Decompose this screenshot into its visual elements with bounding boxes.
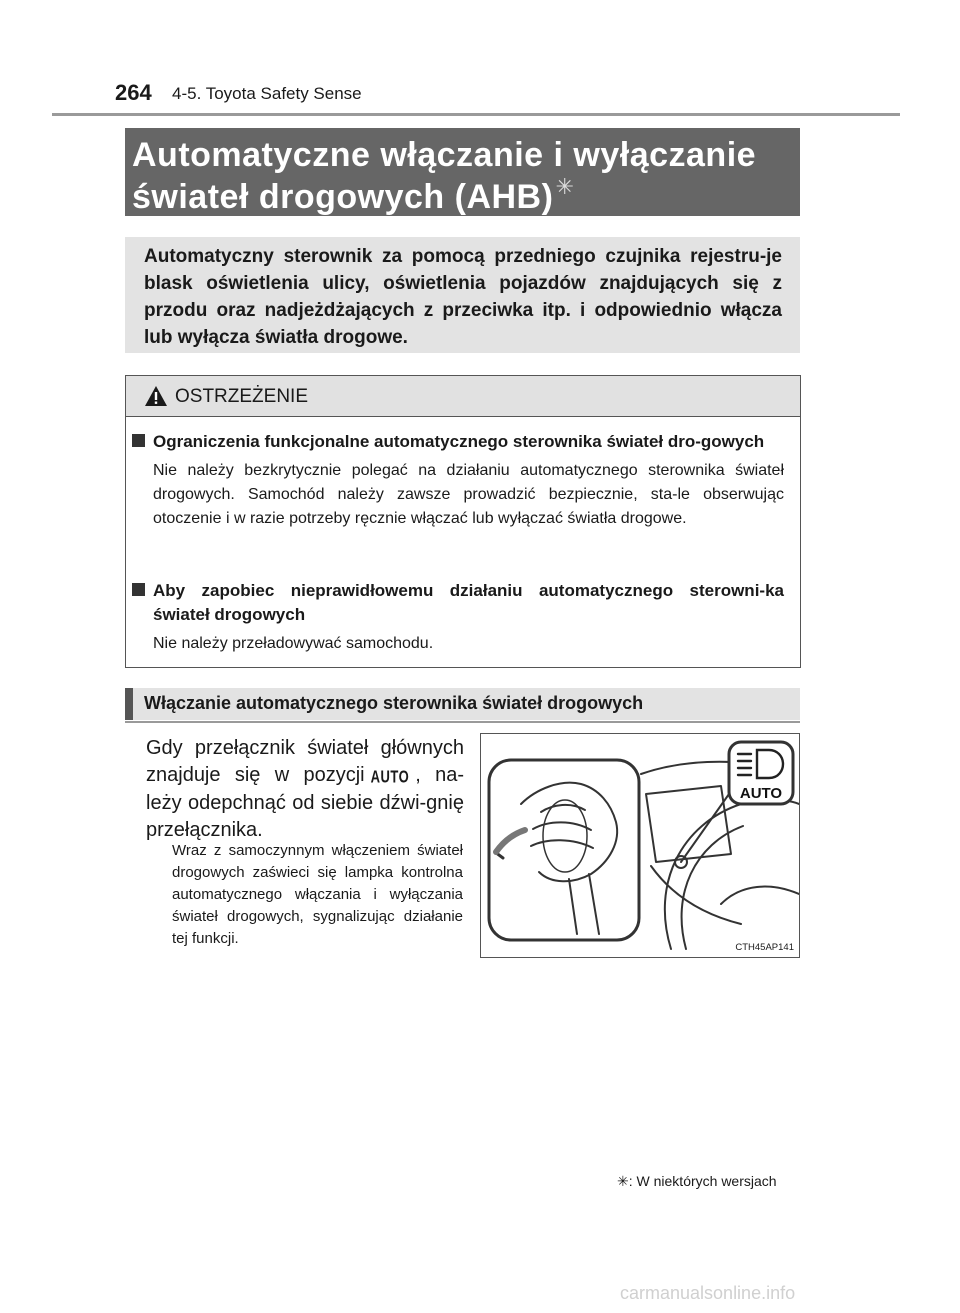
page-title-banner <box>125 128 800 216</box>
warning-title: OSTRZEŻENIE <box>175 386 309 407</box>
square-bullet-icon <box>132 434 145 447</box>
section-title: 4-5. Toyota Safety Sense <box>172 84 362 103</box>
instruction-text-start: Gdy przełącznik świateł głównych znajduje się w pozycji <box>146 737 464 786</box>
page-title-line-2 <box>132 174 574 217</box>
subsection-title: Włączanie automatycznego sterownika świateł drogowych <box>144 693 644 713</box>
subsection-divider <box>125 721 800 723</box>
warning-item-body: Nie należy przeładowywać samochodu. <box>153 635 434 652</box>
warning-header <box>126 376 800 417</box>
footnote-asterisk: ✳ <box>617 1173 629 1189</box>
warning-item <box>126 579 784 656</box>
page-number: 264 <box>115 80 152 105</box>
warning-box <box>125 375 801 668</box>
square-bullet-icon <box>132 583 145 596</box>
subsection-header <box>125 688 800 720</box>
intro-box <box>125 237 800 353</box>
footnote-text: : W niektórych wersjach <box>628 1173 777 1189</box>
watermark: carmanualsonline.info <box>620 1283 796 1303</box>
footnote-marker: ✳ <box>555 174 575 199</box>
auto-switch-icon: AUTO <box>370 766 410 787</box>
subsection-marker-bar <box>125 688 133 720</box>
illustration <box>480 733 800 958</box>
warning-item <box>126 430 784 531</box>
intro-text: Automatyczny sterownik za pomocą przedniego czujnika rejestru-je blask oświetlenia ulicy, oświetlenia pojazdów znajdujących się z przodu oraz nadjeżdżających z przeciwka itp. i odpowiednio włącza lub wyłącza światła drogowe. <box>144 246 782 348</box>
warning-triangle-icon <box>144 385 168 407</box>
warning-item-body: Nie należy bezkrytycznie polegać na działaniu automatycznego sterownika świateł drogowych. Samochód należy zawsze prowadzić bezpiecznie, sta-le obserwując otoczenie i w razie potrzeby ręcznie włączać lub wyłączać światła drogowe. <box>153 462 784 527</box>
figure-code: CTH45AP141 <box>735 942 794 953</box>
page-title-line-1: Automatyczne włączanie i wyłączanie <box>132 136 757 174</box>
instruction-text-end: , na-leży odepchnąć od siebie dźwi-gnię przełącznika. <box>146 764 464 841</box>
note-text: Wraz z samoczynnym włączeniem świateł drogowych zaświeci się lampka kontrolna automatycznego włączania i wyłączania świateł drogowych, sygnalizując działanie tej funkcji. <box>172 842 463 947</box>
page-title-line-2-text: świateł drogowych (AHB) <box>132 178 554 216</box>
headlight-lever-illustration <box>481 734 799 957</box>
auto-indicator-label: AUTO <box>739 785 783 802</box>
warning-item-heading: Aby zapobiec nieprawidłowemu działaniu automatycznego sterowni-ka świateł drogowych <box>153 581 784 624</box>
footnote <box>617 1173 777 1190</box>
warning-item-heading: Ograniczenia funkcjonalne automatycznego sterownika świateł dro-gowych <box>153 432 765 451</box>
header-divider <box>52 113 900 116</box>
instruction-text <box>146 735 464 844</box>
